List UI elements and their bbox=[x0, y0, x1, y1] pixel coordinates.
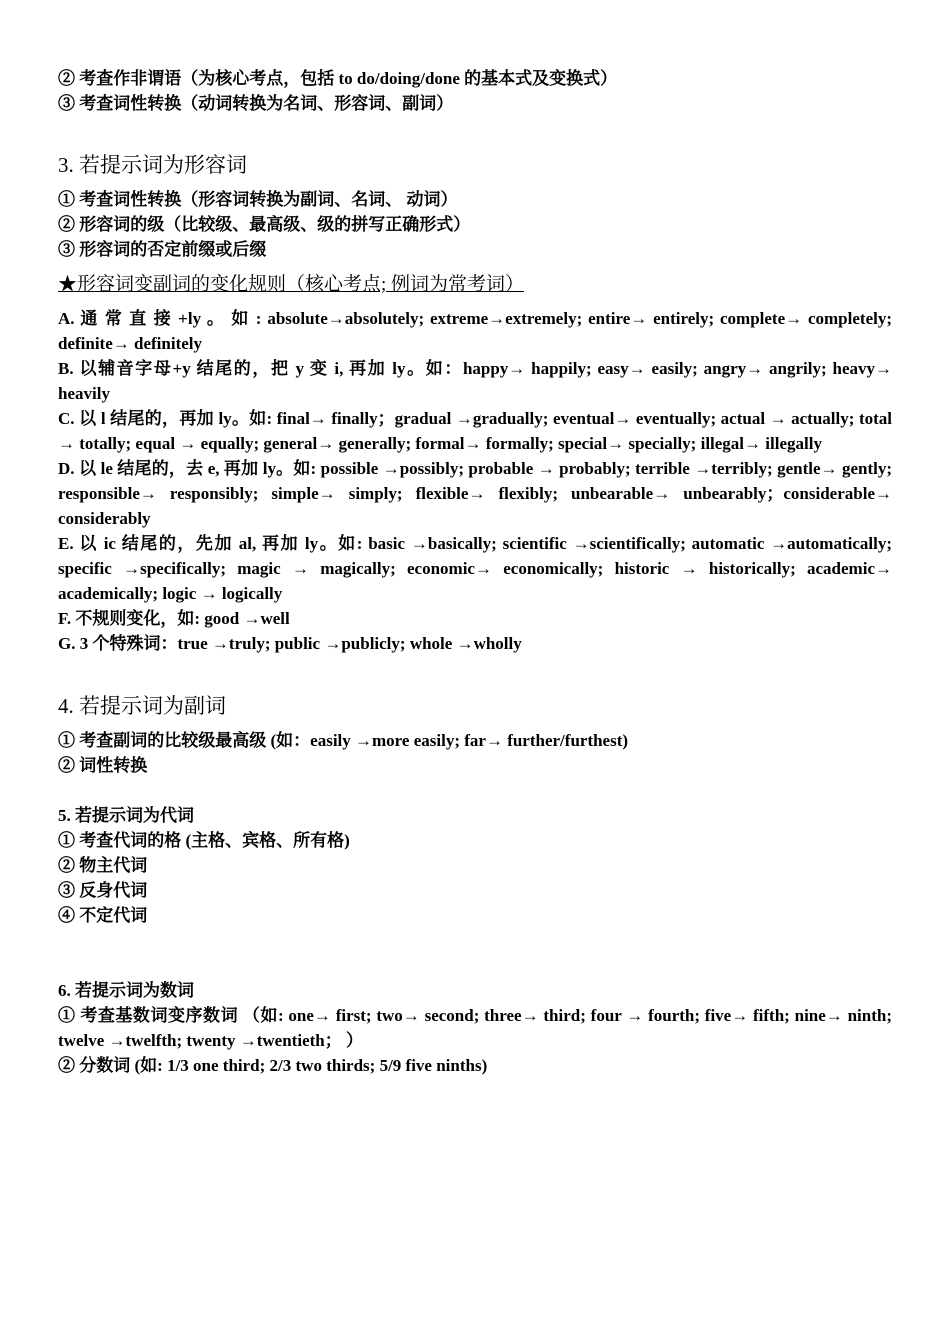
list-item: ③ 形容词的否定前缀或后缀 bbox=[58, 240, 267, 259]
rules-title: ★形容词变副词的变化规则（核心考点; 例词为常考词） bbox=[58, 274, 525, 295]
list-item: ③ 考查词性转换（动词转换为名词、形容词、副词） bbox=[58, 94, 454, 113]
rule-g: G. 3 个特殊词：true →truly; public →publicly; whole →wholly bbox=[58, 634, 522, 653]
rule-c: C. 以 l 结尾的，再加 ly。如: final→ finally；gradual →gradually; eventual→ eventually; actual → actually; total → totally; equal → equally; general→ generally; formal→ formally; special→ specially; illegal→ illegally bbox=[58, 409, 892, 453]
list-item: ② 形容词的级（比较级、最高级、级的拼写正确形式） bbox=[58, 215, 471, 234]
list-item: ④ 不定代词 bbox=[58, 906, 148, 925]
section-3-title: 3. 若提示词为形容词 bbox=[58, 153, 247, 177]
document-page bbox=[58, 66, 892, 1078]
rule-f: F. 不规则变化，如: good →well bbox=[58, 609, 290, 628]
section-6-title: 6. 若提示词为数词 bbox=[58, 981, 194, 1000]
list-item: ① 考查代词的格 (主格、宾格、所有格) bbox=[58, 831, 350, 850]
list-item: ③ 反身代词 bbox=[58, 881, 148, 900]
section-5-title: 5. 若提示词为代词 bbox=[58, 806, 194, 825]
list-item: ① 考查基数词变序数词 （如: one→ first; two→ second; three→ third; four → fourth; five→ fifth; nine→ ninth; twelve →twelfth; twenty →twentieth； ） bbox=[58, 1006, 892, 1050]
list-item: ② 词性转换 bbox=[58, 756, 148, 775]
rule-d: D. 以 le 结尾的，去 e, 再加 ly。如: possible →possibly; probable → probably; terrible →terribly; gentle→ gently; responsible→ responsibly; simple→ simply; flexible→ flexibly; unbearable→ unbearably；considerable→ considerably bbox=[58, 459, 892, 528]
list-item: ② 物主代词 bbox=[58, 856, 148, 875]
list-item: ② 分数词 (如: 1/3 one third; 2/3 two thirds; 5/9 five ninths) bbox=[58, 1056, 488, 1075]
section-4-title: 4. 若提示词为副词 bbox=[58, 694, 226, 718]
rule-a: A. 通 常 直 接 +ly 。 如 : absolute→absolutely; extreme→extremely; entire→ entirely; complete→ completely; definite→ definitely bbox=[58, 309, 892, 353]
rule-b: B. 以辅音字母+y 结尾的，把 y 变 i, 再加 ly。如：happy→ happily; easy→ easily; angry→ angrily; heavy→ heavily bbox=[58, 359, 892, 403]
list-item: ② 考查作非谓语（为核心考点，包括 to do/doing/done 的基本式及变换式） bbox=[58, 69, 618, 88]
rule-e: E. 以 ic 结尾的，先加 al, 再加 ly。如: basic →basically; scientific →scientifically; automatic →automatically; specific →specifically; magic → magically; economic→ economically; historic → historically; academic→ academically; logic → logically bbox=[58, 534, 892, 603]
list-item: ① 考查词性转换（形容词转换为副词、名词、 动词） bbox=[58, 190, 458, 209]
list-item: ① 考查副词的比较级最高级 (如：easily →more easily; far→ further/furthest) bbox=[58, 731, 629, 750]
